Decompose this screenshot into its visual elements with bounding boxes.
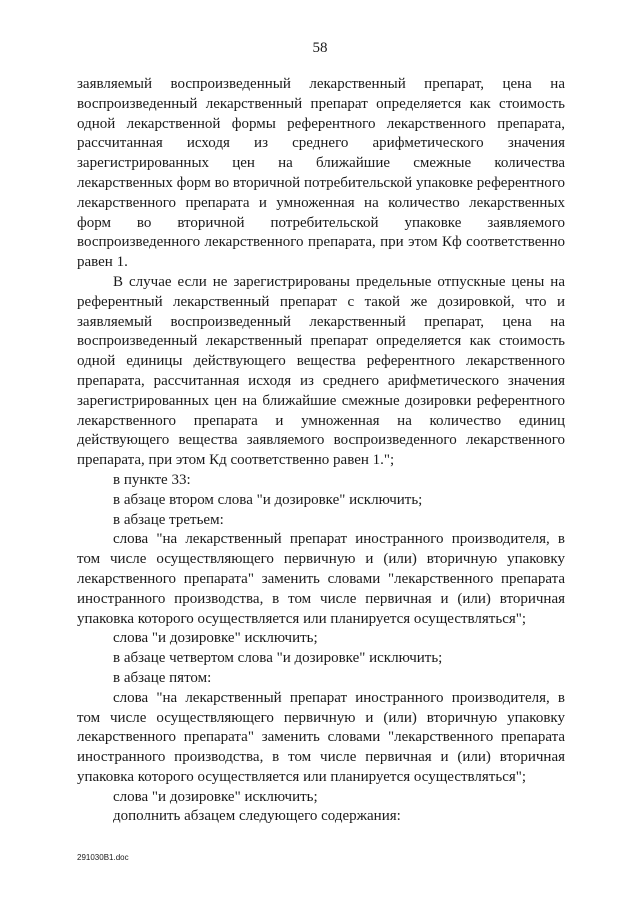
page-number: 58	[312, 40, 328, 56]
footer-filename: 291030B1.doc	[77, 853, 129, 862]
paragraph-6: слова "на лекарственный препарат иностранного производителя, в том числе осуществляющего первичную и (или) вторичную упаковку лекарственного препарата" заменить словами "лекарственного препарата иностранного производства, в том числе первичная и (или) вторичная упаковка которого осуществляется или планируется осуществляться";	[77, 531, 565, 627]
paragraph-8: в абзаце четвертом слова "и дозировке" исключить;	[113, 650, 443, 667]
paragraph-12: дополнить абзацем следующего содержания:	[113, 808, 401, 825]
paragraph-5: в абзаце третьем:	[113, 511, 224, 528]
paragraph-4: в абзаце втором слова "и дозировке" исключить;	[113, 491, 423, 508]
paragraph-7: слова "и дозировке" исключить;	[113, 630, 318, 647]
paragraph-2: В случае если не зарегистрированы предельные отпускные цены на референтный лекарственный препарат с такой же дозировкой, что и заявляемый воспроизведенный лекарственный препарат, цена на воспроизведенный лекарственный препарат определяется как стоимость одной единицы действующего вещества референтного лекарственного препарата, рассчитанная исходя из среднего арифметического значения зарегистрированных цен на ближайшие смежные дозировки референтного лекарственного препарата и умноженная на количество единиц действующего вещества заявляемого воспроизведенного лекарственного препарата, при этом Кд соответственно равен 1.";	[77, 273, 565, 469]
paragraph-10: слова "на лекарственный препарат иностранного производителя, в том числе осуществляющего первичную и (или) вторичную упаковку лекарственного препарата" заменить словами "лекарственного препарата иностранного производства, в том числе первичная и (или) вторичная упаковка которого осуществляется или планируется осуществляться";	[77, 689, 565, 785]
paragraph-1: заявляемый воспроизведенный лекарственный препарат, цена на воспроизведенный лекарственный препарат определяется как стоимость одной лекарственной формы референтного лекарственного препарата, рассчитанная исходя из среднего арифметического значения зарегистрированных цен на ближайшие смежные количества лекарственных форм во вторичной потребительской упаковке референтного лекарственного препарата и умноженная на количество лекарственных форм во вторичной потребительской упаковке заявляемого воспроизведенного лекарственного препарата, при этом Кф соответственно равен 1.	[77, 76, 565, 271]
body-text	[77, 75, 565, 827]
paragraph-9: в абзаце пятом:	[113, 669, 212, 686]
paragraph-11: слова "и дозировке" исключить;	[113, 788, 318, 805]
paragraph-3: в пункте 33:	[113, 471, 191, 488]
